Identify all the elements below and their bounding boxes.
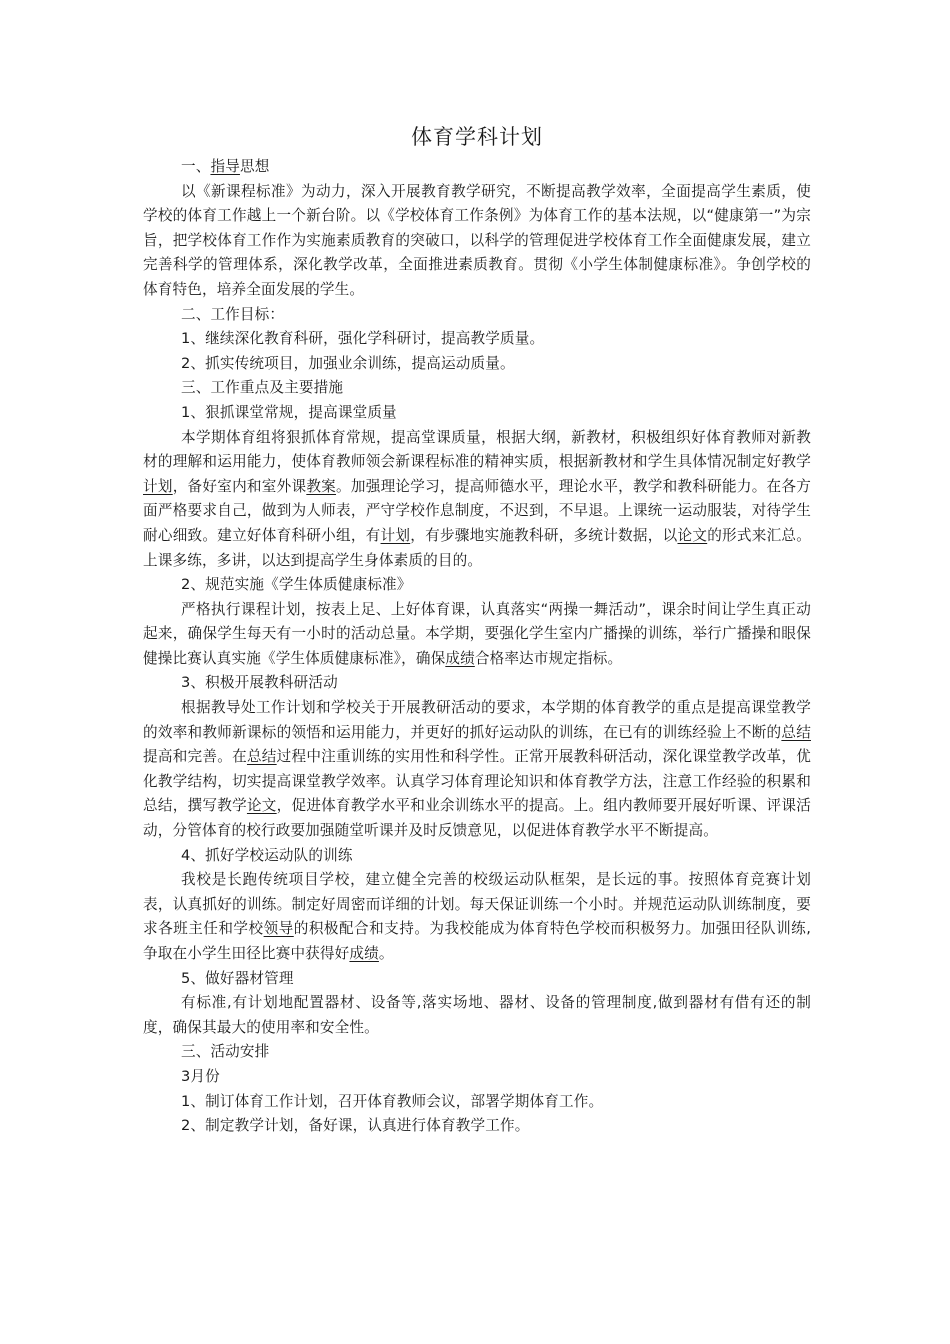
section-heading-activities: 三、活动安排 — [180, 1043, 270, 1061]
link-grades[interactable]: 成绩 — [349, 945, 379, 962]
activity-item-1: 1、制订体育工作计划，召开体育教师会议，部署学期体育工作。 — [180, 1092, 604, 1110]
measure-heading-4: 4、抓好学校运动队的训练 — [180, 846, 353, 864]
text-run: 合格率达市规定指标。 — [474, 649, 623, 667]
measure-heading-3: 3、积极开展教科研活动 — [180, 674, 338, 692]
text-run: 的形式来汇总。上课多练，多讲，以达到提高学生身体素质的目的。 — [143, 526, 812, 569]
text-run: 本学期体育组将狠抓体育常规，提高堂课质量，根据大纲，新教材，积极组织好体育教师对新教材的理解和运用能力，使体育教师领会新课程标准的精神实质，根据新教材和学生具体情况制定好教学 — [143, 428, 811, 471]
measure-heading-1: 1、狠抓课堂常规，提高课堂质量 — [180, 403, 397, 421]
measure-paragraph-2 — [143, 598, 811, 672]
document-title: 体育学科计划 — [411, 125, 543, 149]
link-summary[interactable]: 总结 — [781, 723, 811, 741]
measure-paragraph-4 — [143, 868, 811, 966]
link-grades[interactable]: 成绩 — [445, 649, 475, 667]
text-run: 根据教导处工作计划和学校关于开展教研活动的要求，本学期的体育教学的重点是提高课堂教学的效率和教师新课标的领悟和运用能力，并更好的抓好运动队的训练，在已有的训练经验上不断的 — [143, 699, 811, 741]
text-run: 严格执行课程计划，按表上足、上好体育课，认真落实“两操一舞活动”，课余时间让学生真正动起来，确保学生每天有一小时的活动总量。本学期，要强化学生室内广播操的训练，举行广播操和眼保健操比赛认真实施《学生体质健康标准》，确保 — [143, 600, 811, 667]
text-run: 。加强理论学习，提高师德水平，理论水平，教学和教科研能力。在各方面严格要求自己，做到为人师表，严守学校作息制度，不迟到，不早退。上课统一运动服装，对待学生耐心细致。建立好体育科研小组，有 — [143, 477, 811, 544]
text-run: 。 — [378, 945, 394, 962]
goal-item-2: 2、抓实传统项目，加强业余训练，提高运动质量。 — [180, 354, 515, 372]
measure-heading-5: 5、做好器材管理 — [180, 969, 294, 987]
measure-paragraph-1 — [143, 426, 811, 574]
measure-paragraph-3 — [143, 696, 811, 844]
goal-item-1: 1、继续深化教育科研，强化学科研讨，提高教学质量。 — [180, 330, 545, 348]
activity-month: 3月份 — [180, 1067, 220, 1085]
measure-paragraph-5: 有标准,有计划地配置器材、设备等,落实场地、器材、设备的管理制度,做到器材有借有还的制度，确保其最大的使用率和安全性。 — [143, 994, 811, 1036]
link-thesis[interactable]: 论文 — [677, 526, 708, 544]
text-run: 过程中注重训练的实用性和科学性。正常开展教科研活动，深化课堂教学改革，优化教学结构，切实提高课堂教学效率。认真学习体育理论知识和体育教学方法，注意工作经验的积累和总结，撰写教学 — [143, 748, 811, 815]
text-run: ，备好室内和室外课 — [172, 477, 307, 495]
section-heading-guiding-ideology — [143, 155, 811, 180]
link-summary[interactable]: 总结 — [246, 748, 277, 766]
text-run: 的积极配合和支持。为我校能成为体育特色学校而积极努力。加强田径队训练,争取在小学生田径比赛中获得好 — [143, 920, 811, 962]
link-thesis[interactable]: 论文 — [246, 797, 277, 815]
section-heading-goals: 二、工作目标： — [180, 305, 285, 323]
paragraph-guiding-ideology: 以《新课程标准》为动力，深入开展教育教学研究，不断提高教学效率，全面提高学生素质，使学校的体育工作越上一个新台阶。以《学校体育工作条例》为体育工作的基本法规，以“健康第一”为宗旨，把学校体育工作作为实施素质教育的突破口，以科学的管理促进学校体育工作全面健康发展，建立完善科学的管理体系，深化教学改革，全面推进素质教育。贯彻《小学生体制健康标准》。争创学校的体育特色，培养全面发展的学生。 — [143, 182, 811, 298]
heading-number: 一、 — [180, 158, 211, 175]
document-body — [143, 122, 811, 1139]
heading-text: 思想 — [239, 158, 270, 175]
activity-item-2: 2、制定教学计划，备好课，认真进行体育教学工作。 — [180, 1117, 530, 1135]
link-guidance[interactable]: 指导 — [210, 158, 240, 175]
link-lesson-plan[interactable]: 教案 — [306, 477, 337, 495]
text-run: 提高和完善。在 — [143, 748, 247, 766]
section-heading-measures: 三、工作重点及主要措施 — [180, 379, 344, 397]
measure-heading-2: 2、规范实施《学生体质健康标准》 — [180, 576, 412, 594]
link-plan[interactable]: 计划 — [380, 526, 411, 544]
text-run: ，有步骤地实施教科研，多统计数据，以 — [410, 526, 678, 544]
link-leadership[interactable]: 领导 — [263, 920, 294, 938]
text-run: ，促进体育教学水平和业余训练水平的提高。上。组内教师要开展好听课、评课活动，分管体育的校行政要加强随堂听课并及时反馈意见，以促进体育教学水平不断提高。 — [143, 797, 811, 840]
link-plan[interactable]: 计划 — [143, 477, 173, 495]
text-run: 我校是长跑传统项目学校，建立健全完善的校级运动队框架，是长远的事。按照体育竞赛计划表，认真抓好的训练。制定好周密而详细的计划。每天保证训练一个小时。并规范运动队训练制度，要求各班主任和学校 — [143, 871, 811, 938]
